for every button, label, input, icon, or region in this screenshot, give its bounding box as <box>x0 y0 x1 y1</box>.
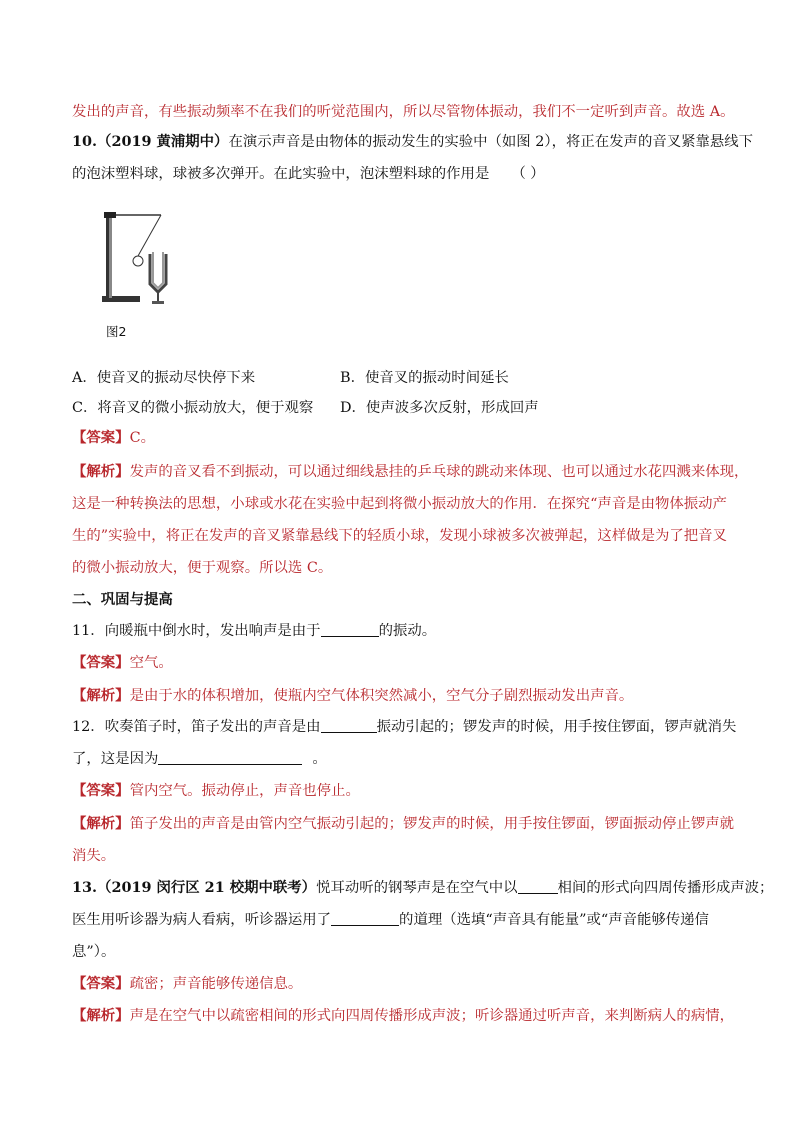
question-13-explanation <box>72 1006 734 1026</box>
figure-caption: 图2 <box>106 324 127 339</box>
prev-explanation-tail: 发出的声音，有些振动频率不在我们的听觉范围内，所以尽管物体振动，我们不一定听到声音。故选 A。 <box>72 104 735 120</box>
option-a: A．使音叉的振动尽快停下来 <box>72 370 256 386</box>
question-12-explanation-1 <box>72 814 734 834</box>
question-13-line-1 <box>72 878 773 898</box>
string <box>138 215 161 256</box>
fill-blank <box>321 718 377 733</box>
question-12-line-2 <box>72 749 327 769</box>
question-source: （2019 闵行区 21 校期中联考） <box>97 879 317 896</box>
question-text: 在演示声音是由物体的振动发生的实验中（如图 2），将正在发声的音叉紧靠悬线下 <box>228 134 754 150</box>
question-text: 12．吹奏笛子时，笛子发出的声音是由 <box>72 719 321 735</box>
fill-blank <box>158 750 302 765</box>
question-11-answer <box>72 653 173 673</box>
explanation-label: 【解析】 <box>72 815 130 832</box>
question-text: 医生用听诊器为病人看病，听诊器运用了 <box>72 912 332 928</box>
option-c: C．将音叉的微小振动放大，便于观察 <box>72 400 314 416</box>
answer-label: 【答案】 <box>72 654 130 671</box>
question-text: 的道理（选填“声音具有能量”或“声音能够传递信 <box>399 912 709 928</box>
stand-pole <box>106 214 109 298</box>
question-10-line-2 <box>72 164 545 184</box>
answer-value: 管内空气。振动停止，声音也停止。 <box>129 783 360 799</box>
question-number: 13. <box>72 879 98 896</box>
question-text: 了，这是因为 <box>72 751 159 767</box>
explanation-text: 是由于水的体积增加，使瓶内空气体积突然减小，空气分子剧烈振动发出声音。 <box>129 688 634 704</box>
question-11-explanation <box>72 686 633 706</box>
question-12-line-1 <box>72 717 736 737</box>
question-10-answer <box>72 428 155 448</box>
question-12-explanation-2: 消失。 <box>72 848 116 864</box>
tuning-fork-figure <box>96 204 186 324</box>
explanation-label: 【解析】 <box>72 687 130 704</box>
explanation-text: 笛子发出的声音是由管内空气振动引起的；锣发声的时候，用手按住锣面，锣面振动停止锣声就 <box>129 816 734 832</box>
question-text: 振动引起的；锣发声的时候，用手按住锣面，锣声就消失 <box>376 719 737 735</box>
answer-label: 【答案】 <box>72 975 130 992</box>
answer-value: C。 <box>129 430 155 446</box>
stand-pole-shade <box>109 214 112 298</box>
explanation-label: 【解析】 <box>72 463 130 480</box>
question-10-line-1 <box>72 132 753 152</box>
question-11 <box>72 621 436 641</box>
explanation-label: 【解析】 <box>72 1007 130 1024</box>
question-10-explanation-4: 的微小振动放大，便于观察。所以选 C。 <box>72 560 333 576</box>
question-number: 10. <box>72 133 98 150</box>
question-text: 11．向暖瓶中倒水时，发出响声是由于 <box>72 623 321 639</box>
fill-blank <box>331 911 399 926</box>
question-13-line-2 <box>72 910 709 930</box>
question-text: 的振动。 <box>378 623 437 639</box>
fill-blank <box>321 622 379 637</box>
answer-parentheses: （ ） <box>511 166 545 182</box>
foam-ball <box>133 256 143 266</box>
fill-blank <box>518 879 558 894</box>
question-source: （2019 黄浦期中） <box>97 133 229 150</box>
tuning-fork-base <box>152 301 164 304</box>
question-text: 。 <box>312 751 327 767</box>
question-13-answer <box>72 974 302 994</box>
section-heading: 二、巩固与提高 <box>72 591 173 608</box>
option-d: D．使声波多次反射，形成回声 <box>340 400 539 416</box>
question-10-explanation-2: 这是一种转换法的思想，小球或水花在实验中起到将微小振动放大的作用．在探究“声音是由物体振动产 <box>72 496 727 512</box>
explanation-text: 声是在空气中以疏密相间的形式向四周传播形成声波；听诊器通过听声音，来判断病人的病情， <box>129 1008 734 1024</box>
answer-value: 空气。 <box>129 655 173 671</box>
question-10-explanation-3: 生的”实验中，将正在发声的音叉紧靠悬线下的轻质小球，发现小球被多次被弹起，这样做是为了把音叉 <box>72 528 727 544</box>
question-12-answer <box>72 781 360 801</box>
question-text: 相间的形式向四周传播形成声波； <box>557 880 774 896</box>
explanation-text: 发声的音叉看不到振动，可以通过细线悬挂的乒乓球的跳动来体现、也可以通过水花四溅来体现， <box>129 464 749 480</box>
question-13-line-3: 息”）。 <box>72 944 116 960</box>
answer-value: 疏密；声音能够传递信息。 <box>129 976 303 992</box>
answer-label: 【答案】 <box>72 429 130 446</box>
answer-label: 【答案】 <box>72 782 130 799</box>
option-b: B．使音叉的振动时间延长 <box>340 370 509 386</box>
tuning-fork-shade <box>153 252 163 288</box>
stand-clamp <box>104 212 116 218</box>
question-text: 的泡沫塑料球，球被多次弹开。在此实验中，泡沫塑料球的作用是 <box>72 166 490 182</box>
question-text: 悦耳动听的钢琴声是在空气中以 <box>316 880 518 896</box>
question-10-explanation-1 <box>72 462 748 482</box>
